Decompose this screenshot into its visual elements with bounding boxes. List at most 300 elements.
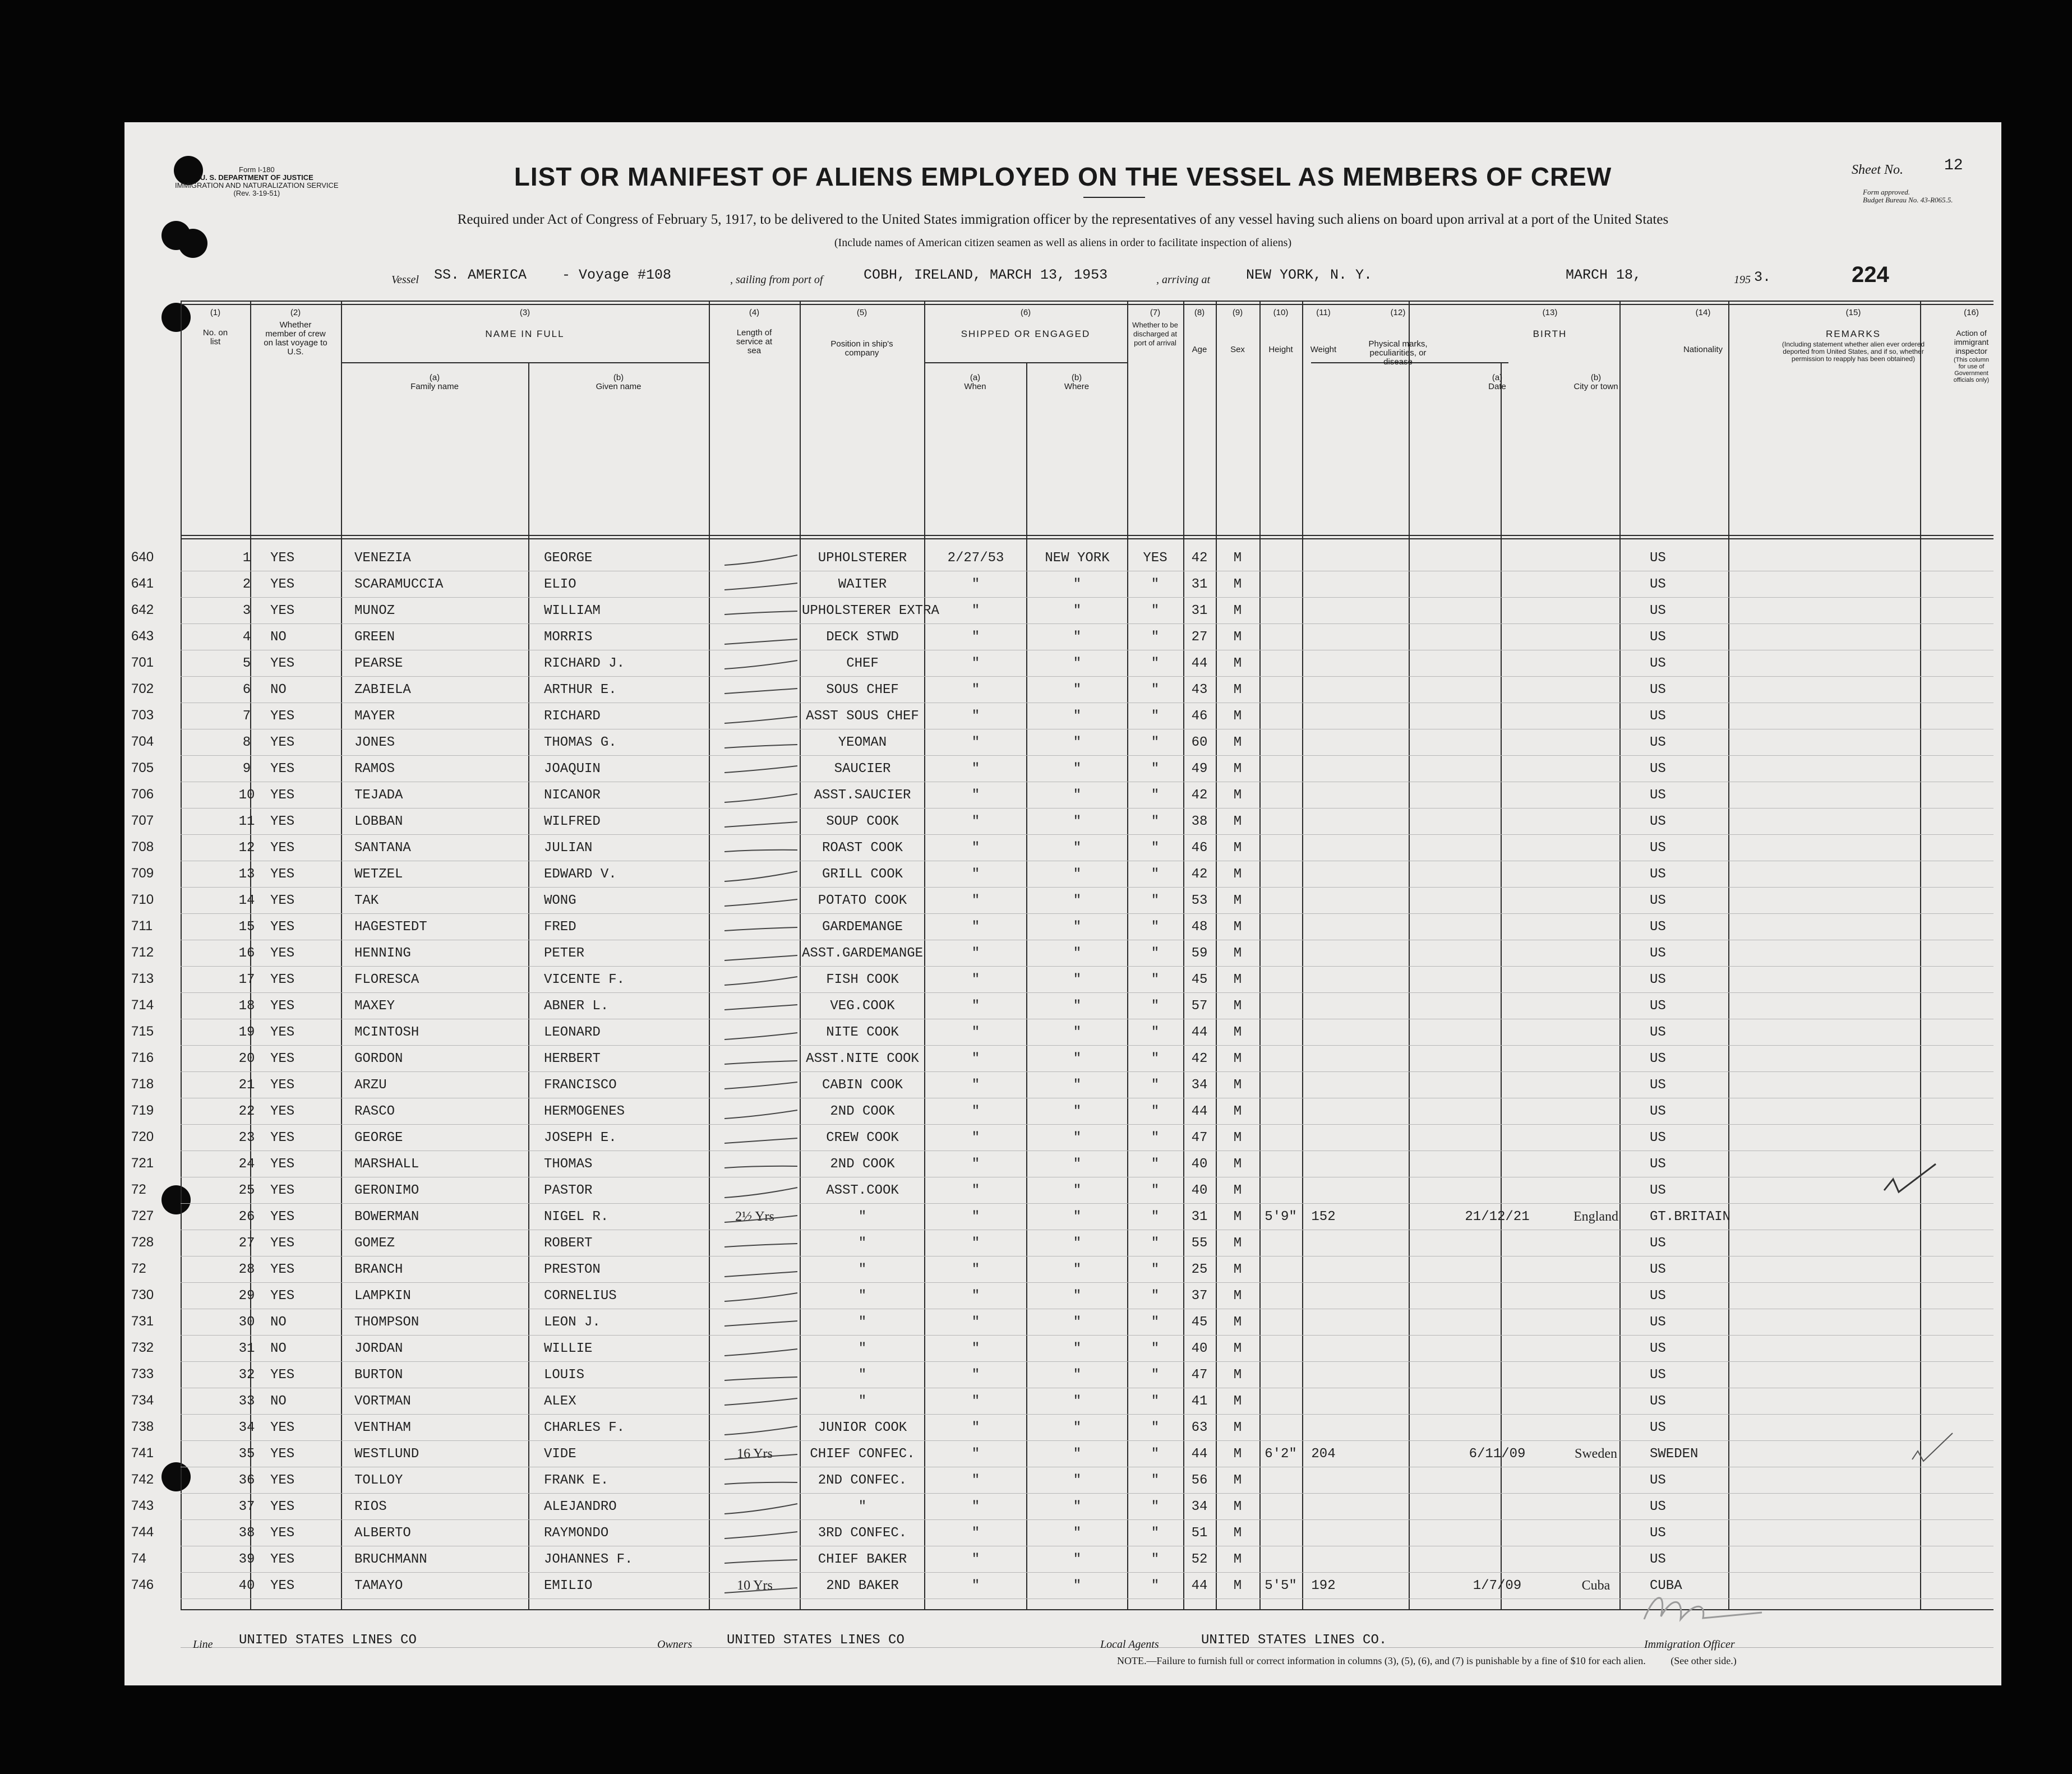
- last-voyage: YES: [270, 1578, 295, 1593]
- sex: M: [1233, 1552, 1242, 1567]
- shipped-where: ": [1073, 840, 1082, 856]
- required-notice: Required under Act of Congress of February 5, 1917, to be delivered to the United States immigration officer by the representatives of any vessel having such aliens on board upon arrival at a port of the United States: [457, 212, 1669, 227]
- family-name: TAMAYO: [354, 1578, 403, 1593]
- vessel-label: Vessel: [391, 274, 419, 286]
- age: 53: [1191, 893, 1208, 908]
- discharged: ": [1151, 1499, 1160, 1514]
- nationality: US: [1650, 1394, 1666, 1409]
- weight: 204: [1311, 1447, 1336, 1462]
- list-number: 14: [238, 893, 255, 908]
- height: 5'9": [1265, 1209, 1297, 1225]
- sex: M: [1233, 1368, 1242, 1383]
- pencil-tick-mark: [719, 1208, 803, 1231]
- discharged: ": [1151, 1394, 1160, 1409]
- col15-subtext: (Including statement whether alien ever ordered deported from United States, and if so, whether permission to reapply has been obtained): [1782, 340, 1925, 363]
- col13-label: BIRTH: [1533, 329, 1567, 339]
- margin-ref-number: 742: [131, 1472, 154, 1487]
- margin-ref-number: 709: [131, 866, 154, 881]
- given-name: THOMAS: [544, 1157, 593, 1172]
- discharged: ": [1151, 972, 1160, 987]
- shipped-when: ": [971, 1341, 980, 1356]
- discharged: ": [1151, 1157, 1160, 1172]
- given-name: EMILIO: [544, 1578, 593, 1593]
- list-number: 15: [238, 920, 255, 935]
- age: 42: [1191, 788, 1208, 803]
- col13b-label: City or town: [1573, 382, 1618, 391]
- list-number: 1: [242, 551, 251, 566]
- pencil-tick-mark: [719, 787, 803, 809]
- shipped-when: ": [971, 1447, 980, 1462]
- family-name: MAYER: [354, 709, 395, 724]
- shipped-when: ": [971, 946, 980, 961]
- discharged: YES: [1143, 551, 1167, 566]
- family-name: VORTMAN: [354, 1394, 411, 1409]
- given-name: NIGEL R.: [544, 1209, 609, 1225]
- discharged: ": [1151, 1262, 1160, 1277]
- margin-ref-number: 72: [131, 1182, 146, 1197]
- shipped-when: ": [971, 814, 980, 829]
- position: FISH COOK: [826, 972, 899, 987]
- sex: M: [1233, 946, 1242, 961]
- shipped-when: ": [971, 761, 980, 777]
- family-name: HAGESTEDT: [354, 920, 427, 935]
- position: GARDEMANGE: [822, 920, 903, 935]
- shipped-subrule: [924, 362, 1127, 363]
- birth-city: England: [1573, 1209, 1618, 1224]
- shipped-when: ": [971, 1051, 980, 1066]
- margin-ref-number: 730: [131, 1287, 154, 1302]
- last-voyage: YES: [270, 840, 295, 856]
- last-voyage: YES: [270, 656, 295, 671]
- sailing-label: , sailing from port of: [730, 274, 823, 286]
- discharged: ": [1151, 788, 1160, 803]
- col13b-letter: (b): [1590, 373, 1602, 382]
- margin-ref-number: 710: [131, 892, 154, 907]
- col4-number: (4): [749, 308, 760, 317]
- shipped-when: ": [971, 1157, 980, 1172]
- table-row: [131, 1072, 1993, 1098]
- age: 46: [1191, 840, 1208, 856]
- margin-ref-number: 708: [131, 839, 154, 854]
- pencil-tick-mark: [719, 866, 803, 888]
- sex: M: [1233, 920, 1242, 935]
- list-number: 24: [238, 1157, 255, 1172]
- discharged: ": [1151, 1130, 1160, 1145]
- col9-label: Sex: [1230, 345, 1245, 354]
- position: ": [858, 1288, 867, 1304]
- col13a-header: [1451, 373, 1543, 391]
- nationality: US: [1650, 1183, 1666, 1198]
- position: VEG.COOK: [830, 999, 895, 1014]
- position: ": [858, 1209, 867, 1225]
- discharged: ": [1151, 761, 1160, 777]
- table-row: [131, 861, 1993, 888]
- list-number: 12: [238, 840, 255, 856]
- given-name: GEORGE: [544, 551, 593, 566]
- discharged: ": [1151, 1447, 1160, 1462]
- nationality: US: [1650, 1130, 1666, 1145]
- margin-ref-number: 728: [131, 1235, 154, 1250]
- nationality: US: [1650, 709, 1666, 724]
- sex: M: [1233, 999, 1242, 1014]
- col16-header: [1949, 308, 1993, 384]
- last-voyage: YES: [270, 788, 295, 803]
- col15-label: REMARKS: [1825, 329, 1881, 339]
- position: YEOMAN: [838, 735, 887, 750]
- discharged: ": [1151, 840, 1160, 856]
- last-voyage: YES: [270, 577, 295, 592]
- col15-number: (15): [1845, 308, 1861, 317]
- margin-ref-number: 733: [131, 1366, 154, 1382]
- given-name: ALEX: [544, 1394, 576, 1409]
- list-number: 27: [238, 1236, 255, 1251]
- pencil-tick-mark: [719, 708, 803, 730]
- given-name: VIDE: [544, 1447, 576, 1462]
- family-name: MARSHALL: [354, 1157, 419, 1172]
- list-number: 13: [238, 867, 255, 882]
- pencil-tick-mark: [719, 1182, 803, 1204]
- pencil-tick-mark: [719, 1129, 803, 1152]
- col2-number: (2): [290, 308, 301, 317]
- position: ": [858, 1315, 867, 1330]
- given-name: HERMOGENES: [544, 1104, 625, 1119]
- shipped-when: ": [971, 1236, 980, 1251]
- given-name: CORNELIUS: [544, 1288, 617, 1304]
- col9-number: (9): [1232, 308, 1243, 317]
- age: 31: [1191, 603, 1208, 618]
- margin-ref-number: 702: [131, 681, 154, 696]
- list-number: 25: [238, 1183, 255, 1198]
- family-name: ARZU: [354, 1078, 387, 1093]
- col6-number: (6): [1020, 308, 1031, 317]
- col3b-letter: (b): [613, 373, 624, 382]
- col6-header: [924, 308, 1127, 339]
- shipped-when: ": [971, 630, 980, 645]
- given-name: JULIAN: [544, 840, 593, 856]
- last-voyage: YES: [270, 1025, 295, 1040]
- pencil-tick-mark: [719, 629, 803, 651]
- given-name: ELIO: [544, 577, 576, 592]
- sex: M: [1233, 1209, 1242, 1225]
- nationality: US: [1650, 1526, 1666, 1541]
- margin-ref-number: 738: [131, 1419, 154, 1434]
- pencil-tick-mark: [719, 1050, 803, 1073]
- shipped-when: ": [971, 893, 980, 908]
- margin-ref-number: 720: [131, 1129, 154, 1144]
- list-number: 9: [242, 761, 251, 777]
- list-number: 17: [238, 972, 255, 987]
- list-number: 4: [242, 630, 251, 645]
- col2-header: [250, 308, 341, 357]
- shipped-where: ": [1073, 1025, 1082, 1040]
- margin-ref-number: 715: [131, 1024, 154, 1039]
- table-row: [131, 1441, 1993, 1467]
- given-name: WILFRED: [544, 814, 601, 829]
- list-number: 21: [238, 1078, 255, 1093]
- col6-label: SHIPPED OR ENGAGED: [961, 329, 1091, 339]
- shipped-where: ": [1073, 1209, 1082, 1225]
- pencil-tick-mark: [719, 760, 803, 783]
- discharged: ": [1151, 1526, 1160, 1541]
- shipped-where: NEW YORK: [1045, 551, 1110, 566]
- position: ": [858, 1368, 867, 1383]
- col10-header: [1259, 308, 1302, 354]
- col13a-letter: (a): [1492, 373, 1503, 382]
- page-title: LIST OR MANIFEST OF ALIENS EMPLOYED ON THE VESSEL AS MEMBERS OF CREW: [514, 162, 1612, 191]
- margin-ref-number: 712: [131, 945, 154, 960]
- nationality: US: [1650, 630, 1666, 645]
- line-label: Line: [193, 1638, 213, 1651]
- col16-label: Action of immigrant inspector: [1954, 329, 1989, 355]
- margin-ref-number: 711: [131, 918, 153, 934]
- age: 31: [1191, 1209, 1208, 1225]
- table-row: [131, 756, 1993, 782]
- age: 47: [1191, 1368, 1208, 1383]
- local-agents-label: Local Agents: [1100, 1638, 1159, 1651]
- table-row: [131, 1388, 1993, 1415]
- list-number: 40: [238, 1578, 255, 1593]
- sex: M: [1233, 1499, 1242, 1514]
- last-voyage: YES: [270, 1157, 295, 1172]
- list-number: 22: [238, 1104, 255, 1119]
- margin-ref-number: 713: [131, 971, 154, 986]
- table-row: [131, 1415, 1993, 1441]
- shipped-when: ": [971, 1104, 980, 1119]
- table-row: [131, 624, 1993, 650]
- sex: M: [1233, 972, 1242, 987]
- discharged: ": [1151, 709, 1160, 724]
- age: 42: [1191, 867, 1208, 882]
- shipped-where: ": [1073, 1341, 1082, 1356]
- pencil-tick-mark: [719, 1419, 803, 1442]
- position: 2ND COOK: [830, 1104, 895, 1119]
- position: ASST.NITE COOK: [806, 1051, 919, 1066]
- sex: M: [1233, 603, 1242, 618]
- shipped-when: ": [971, 840, 980, 856]
- col5-header: [800, 308, 924, 358]
- age: 51: [1191, 1526, 1208, 1541]
- table-row: [131, 1019, 1993, 1046]
- last-voyage: YES: [270, 946, 295, 961]
- port-to: NEW YORK, N. Y.: [1246, 267, 1373, 283]
- family-name: HENNING: [354, 946, 411, 961]
- margin-ref-number: 734: [131, 1393, 154, 1408]
- shipped-when: ": [971, 709, 980, 724]
- age: 27: [1191, 630, 1208, 645]
- age: 63: [1191, 1420, 1208, 1435]
- position: ASST.GARDEMANGE: [802, 946, 924, 961]
- shipped-when: ": [971, 735, 980, 750]
- shipped-when: 2/27/53: [947, 551, 1004, 566]
- last-voyage: YES: [270, 1236, 295, 1251]
- list-number: 10: [238, 788, 255, 803]
- discharged: ": [1151, 735, 1160, 750]
- col6a-letter: (a): [970, 373, 981, 382]
- age: 34: [1191, 1499, 1208, 1514]
- shipped-where: ": [1073, 1130, 1082, 1145]
- table-row: [131, 835, 1993, 861]
- pencil-tick-mark: [719, 971, 803, 994]
- margin-ref-number: 721: [131, 1156, 154, 1171]
- last-voyage: YES: [270, 1447, 295, 1462]
- last-voyage: NO: [270, 1315, 287, 1330]
- pencil-tick-mark: [719, 892, 803, 914]
- age: 44: [1191, 1578, 1208, 1593]
- birth-date: 6/11/09: [1469, 1447, 1526, 1462]
- list-number: 6: [242, 682, 251, 697]
- nationality: US: [1650, 1262, 1666, 1277]
- service-length: 2½ Yrs: [735, 1209, 774, 1224]
- discharged: ": [1151, 920, 1160, 935]
- nationality: US: [1650, 999, 1666, 1014]
- shipped-where: ": [1073, 814, 1082, 829]
- form-approved-text: Form approved.: [1863, 188, 1911, 196]
- shipped-when: ": [971, 788, 980, 803]
- discharged: ": [1151, 814, 1160, 829]
- sex: M: [1233, 577, 1242, 592]
- position: CABIN COOK: [822, 1078, 903, 1093]
- pencil-tick-mark: [719, 1445, 803, 1468]
- sex: M: [1233, 893, 1242, 908]
- age: 46: [1191, 709, 1208, 724]
- given-name: FRED: [544, 920, 576, 935]
- shipped-when: ": [971, 1499, 980, 1514]
- shipped-where: ": [1073, 1552, 1082, 1567]
- service-length: 10 Yrs: [737, 1578, 773, 1593]
- age: 34: [1191, 1078, 1208, 1093]
- col15-header: [1757, 308, 1949, 363]
- age: 52: [1191, 1552, 1208, 1567]
- last-voyage: YES: [270, 1526, 295, 1541]
- table-row: [131, 1520, 1993, 1546]
- sex: M: [1233, 1130, 1242, 1145]
- table-row: [131, 888, 1993, 914]
- nationality: US: [1650, 840, 1666, 856]
- shipped-where: ": [1073, 972, 1082, 987]
- age: 41: [1191, 1394, 1208, 1409]
- list-number: 35: [238, 1447, 255, 1462]
- family-name: GREEN: [354, 630, 395, 645]
- col6a-label: When: [964, 382, 986, 391]
- age: 42: [1191, 551, 1208, 566]
- pencil-tick-mark: [719, 1287, 803, 1310]
- col13b-header: [1543, 373, 1649, 391]
- shipped-where: ": [1073, 709, 1082, 724]
- shipped-when: ": [971, 1078, 980, 1093]
- family-name: PEARSE: [354, 656, 403, 671]
- table-row: [131, 650, 1993, 677]
- family-name: SCARAMUCCIA: [354, 577, 444, 592]
- age: 55: [1191, 1236, 1208, 1251]
- given-name: VICENTE F.: [544, 972, 625, 987]
- position: JUNIOR COOK: [818, 1420, 907, 1435]
- margin-ref-number: 641: [131, 576, 154, 591]
- position: ": [858, 1341, 867, 1356]
- footer-note: [1117, 1655, 1737, 1667]
- manifest-number: 224: [1852, 262, 1889, 287]
- col7-number: (7): [1150, 308, 1161, 317]
- position: 2ND BAKER: [826, 1578, 899, 1593]
- table-row: [131, 1494, 1993, 1520]
- nationality: US: [1650, 656, 1666, 671]
- table-row: [131, 729, 1993, 756]
- shipped-when: ": [971, 1394, 980, 1409]
- col5-number: (5): [856, 308, 867, 317]
- shipped-when: ": [971, 1262, 980, 1277]
- given-name: LEONARD: [544, 1025, 601, 1040]
- last-voyage: YES: [270, 551, 295, 566]
- given-name: PRESTON: [544, 1262, 601, 1277]
- shipped-when: ": [971, 1025, 980, 1040]
- family-name: THOMPSON: [354, 1315, 419, 1330]
- shipped-when: ": [971, 1315, 980, 1330]
- family-name: FLORESCA: [354, 972, 419, 987]
- sex: M: [1233, 1157, 1242, 1172]
- col11-number: (11): [1316, 308, 1331, 317]
- given-name: RICHARD: [544, 709, 601, 724]
- discharged: ": [1151, 1368, 1160, 1383]
- pencil-tick-mark: [719, 813, 803, 835]
- discharged: ": [1151, 1183, 1160, 1198]
- discharged: ": [1151, 1104, 1160, 1119]
- list-number: 19: [238, 1025, 255, 1040]
- position: GRILL COOK: [822, 867, 903, 882]
- pencil-tick-mark: [719, 1156, 803, 1178]
- list-number: 34: [238, 1420, 255, 1435]
- table-row: [131, 703, 1993, 729]
- family-name: WESTLUND: [354, 1447, 419, 1462]
- pencil-tick-mark: [719, 1498, 803, 1521]
- col4-header: [709, 308, 800, 355]
- list-number: 38: [238, 1526, 255, 1541]
- table-row: [131, 1362, 1993, 1388]
- family-name: GEORGE: [354, 1130, 403, 1145]
- list-number: 7: [242, 709, 251, 724]
- sex: M: [1233, 840, 1242, 856]
- shipped-when: ": [971, 867, 980, 882]
- shipped-where: ": [1073, 1473, 1082, 1488]
- nationality: US: [1650, 1420, 1666, 1435]
- sex: M: [1233, 656, 1242, 671]
- table-row: [131, 940, 1993, 967]
- height: 5'5": [1265, 1578, 1297, 1593]
- shipped-when: ": [971, 1473, 980, 1488]
- list-number: 29: [238, 1288, 255, 1304]
- sex: M: [1233, 867, 1242, 882]
- pencil-tick-mark: [719, 1472, 803, 1494]
- shipped-when: ": [971, 972, 980, 987]
- nationality: US: [1650, 735, 1666, 750]
- shipped-where: ": [1073, 1183, 1082, 1198]
- sex: M: [1233, 1473, 1242, 1488]
- position: ASST.COOK: [826, 1183, 899, 1198]
- pencil-tick-mark: [719, 655, 803, 677]
- note-text: NOTE.—Failure to furnish full or correct information in columns (3), (5), (6), and (7) is punishable by a fine of $10 for each alien.: [1117, 1655, 1646, 1666]
- nationality: US: [1650, 920, 1666, 935]
- col3a-label: Family name: [410, 382, 459, 391]
- col11-header: [1302, 308, 1345, 354]
- col6b-label: Where: [1064, 382, 1090, 391]
- position: UPHOLSTERER: [818, 551, 907, 566]
- family-name: JONES: [354, 735, 395, 750]
- officer-signature: [1639, 1586, 1773, 1630]
- col1-number: (1): [210, 308, 221, 317]
- service-length: 16 Yrs: [737, 1447, 773, 1461]
- discharged: ": [1151, 630, 1160, 645]
- last-voyage: YES: [270, 999, 295, 1014]
- pencil-tick-mark: [719, 734, 803, 756]
- shipped-where: ": [1073, 682, 1082, 697]
